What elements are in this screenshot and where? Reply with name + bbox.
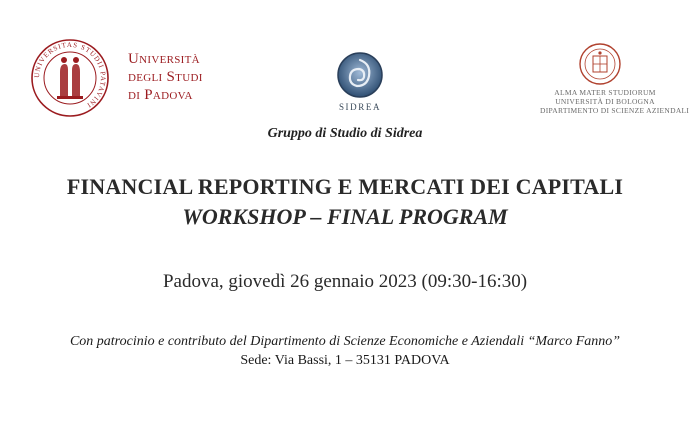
sidrea-emblem-icon xyxy=(335,50,385,100)
padova-seal-text: UNIVERSITAS STUDII PATAVINI xyxy=(32,40,108,110)
event-date: Padova, giovedì 26 gennaio 2023 (09:30-16:30) xyxy=(162,271,528,292)
sidrea-label: SIDREA xyxy=(338,102,382,112)
patronage-note: Con patrocinio e contributo del Dipartimento di Scienze Economiche e Aziendali “Marco Fanno” xyxy=(69,334,621,349)
padova-line-3: di Padova xyxy=(128,87,193,103)
bologna-line-3: DIPARTIMENTO DI SCIENZE AZIENDALI xyxy=(540,106,690,115)
padova-seal-icon xyxy=(30,38,110,118)
workshop-title: FINANCIAL REPORTING E MERCATI DEI CAPITALI xyxy=(66,174,624,199)
padova-logo xyxy=(30,38,230,118)
venue-address: Sede: Via Bassi, 1 – 35131 PADOVA xyxy=(240,353,450,368)
bologna-name xyxy=(540,88,690,115)
study-group-heading: Gruppo di Studio di Sidrea xyxy=(267,126,423,141)
bologna-line-2: UNIVERSITÀ DI BOLOGNA xyxy=(555,97,655,106)
bologna-logo xyxy=(540,42,690,122)
bologna-seal-icon xyxy=(578,42,622,86)
padova-name xyxy=(128,50,203,104)
padova-line-1: Università xyxy=(128,51,200,67)
padova-line-2: degli Studi xyxy=(128,69,203,85)
workshop-subtitle: WORKSHOP – FINAL PROGRAM xyxy=(182,204,508,229)
bologna-line-1: ALMA MATER STUDIORUM xyxy=(554,88,656,97)
sidrea-logo xyxy=(330,50,390,120)
